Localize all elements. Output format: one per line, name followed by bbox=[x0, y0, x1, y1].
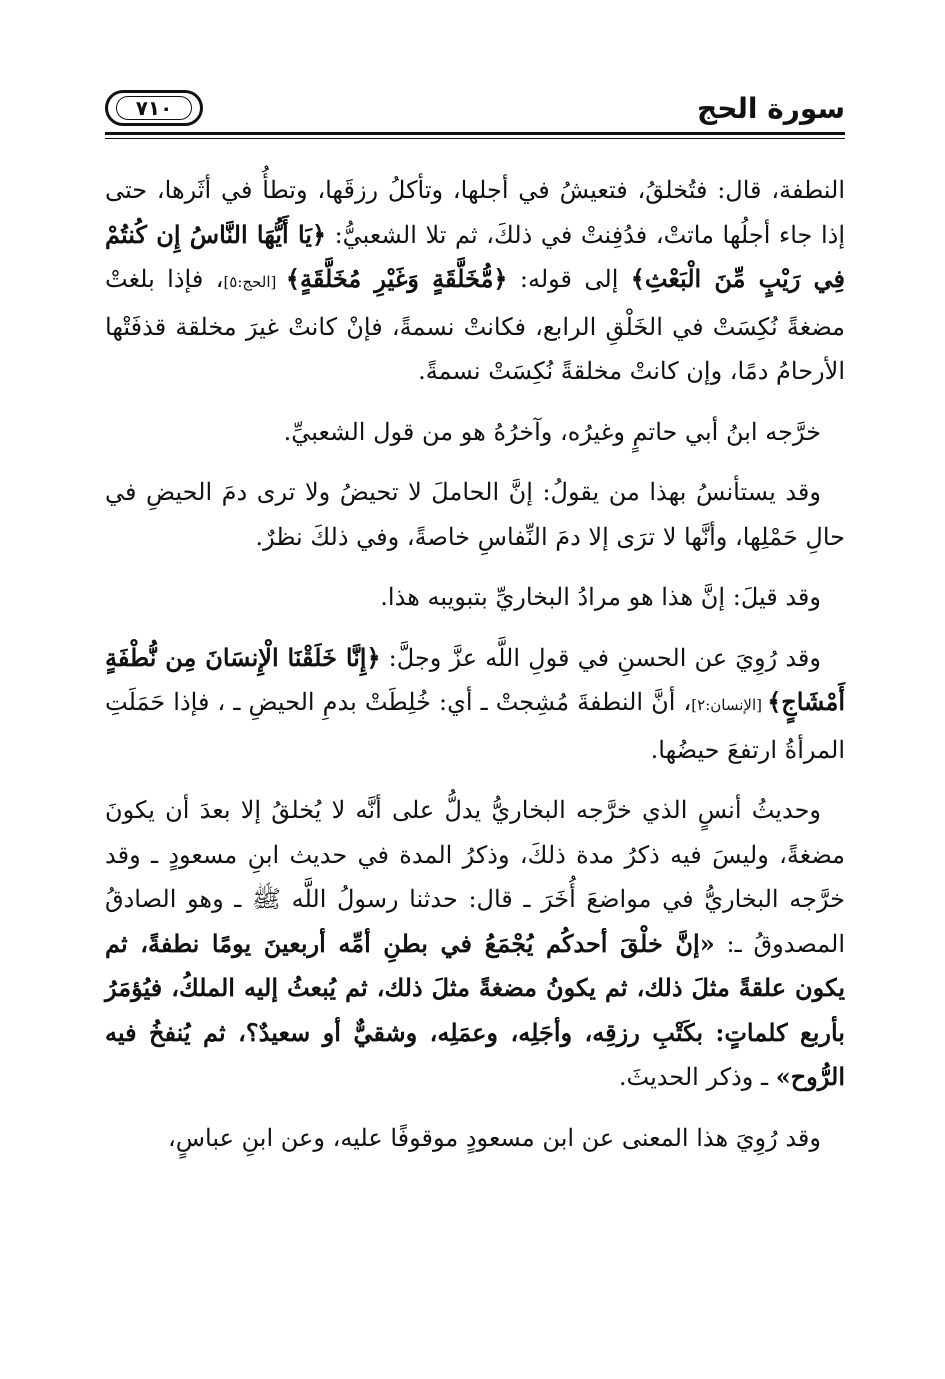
text-run: النطفة، قال: فتُخلقُ، فتعيشُ في أجلها، وتأكلُ رزقَها، وتطأُ في أثَرها، حتى إذا جاء أجلُها ماتتْ، فدُفِنتْ في ذلكَ، ثم تلا الشعبيُّ: bbox=[105, 176, 845, 249]
paragraph bbox=[105, 168, 845, 394]
page-number: ٧١٠ bbox=[116, 96, 192, 120]
paragraph bbox=[105, 1116, 845, 1161]
text-run: ـ وذكر الحديثَ. bbox=[618, 1063, 776, 1091]
paragraph bbox=[105, 470, 845, 559]
page-header bbox=[105, 80, 845, 144]
text-run: إلى قوله: bbox=[507, 265, 631, 293]
text-run: وقد رُوِيَ عن الحسنِ في قولِ اللَّه عزَّ وجلَّ: bbox=[380, 643, 821, 672]
quran-verse: ﴿إِنَّا خَلَقْنَا الْإِنسَانَ مِن نُّطْفَةٍ أَمْشَاجٍ﴾ bbox=[105, 642, 845, 716]
paragraph bbox=[105, 788, 845, 1100]
quran-verse: ﴿يَا أَيُّهَا النَّاسُ إِن كُنتُمْ فِي رَيْبٍ مِّنَ الْبَعْثِ﴾ bbox=[105, 219, 846, 293]
text-run: ، فإذا بلغتْ مضغةً نُكِسَتْ في الخَلْقِ الرابع، فكانتْ نسمةً، فإنْ كانتْ غيرَ مخلقة قذفَتْها الأرحامُ دمًا، وإن كانتْ مخلقةً نُكِسَتْ نسمةً. bbox=[105, 265, 845, 385]
paragraph bbox=[105, 575, 845, 620]
header-rule bbox=[105, 132, 845, 135]
verse-reference: [الإنسان:٢] bbox=[691, 696, 768, 714]
verse-reference: [الحج:٥] bbox=[223, 273, 286, 291]
quran-verse: ﴿مُّخَلَّقَةٍ وَغَيْرِ مُخَلَّقَةٍ﴾ bbox=[285, 264, 508, 293]
body-text bbox=[105, 168, 845, 1176]
text-run: وقد قيلَ: إنَّ هذا هو مرادُ البخاريِّ بتبويبه هذا. bbox=[380, 583, 821, 611]
text-run: وحديثُ أنسٍ الذي خرَّجه البخاريُّ يدلُّ على أنَّه لا يُخلقُ إلا بعدَ أن يكونَ مضغةً، وليسَ فيه ذكرُ مدة ذلكَ، وذكرُ المدة في حديث ابنِ مسعودٍ ـ وقد خرَّجه البخاريُّ في مواضعَ أُخَرَ ـ قال: حدثنا رسولُ اللَّه ﷺ ـ وهو الصادقُ المصدوقُ ـ: bbox=[105, 796, 845, 958]
text-run: ، أنَّ النطفةَ مُشِجتْ ـ أي: خُلِطَتْ بدمِ الحيضِ ـ ، فإذا حَمَلَتِ المرأةُ ارتفعَ حيضُها. bbox=[105, 688, 845, 764]
text-run: وقد رُوِيَ هذا المعنى عن ابن مسعودٍ موقوفًا عليه، وعن ابنِ عباسٍ، bbox=[167, 1123, 821, 1152]
paragraph bbox=[105, 636, 845, 773]
hadith-text: «إنَّ خلْقَ أحدكُم يُجْمَعُ في بطنِ أمِّه أربعينَ يومًا نطفةً، ثم يكون علقةً مثلَ ذلك، ثم يكونُ مضغةً مثلَ ذلك، ثم يُبعثُ إليه الملكُ، فيُؤمَرُ بأربع كلماتٍ: بكَتْبِ رزقِه، وأجَلِه، وعمَلِه، وشقيٌّ أو سعيدٌ؟، ثم يُنفخُ فيه الرُّوح» bbox=[105, 928, 846, 1091]
text-run: وقد يستأنسُ بهذا من يقولُ: إنَّ الحاملَ لا تحيضُ ولا ترى دمَ الحيضِ في حالِ حَمْلِها، وأنَّها لا ترَى إلا دمَ النِّفاسِ خاصةً، وفي ذلكَ نظرٌ. bbox=[105, 478, 845, 551]
header-rule-thin bbox=[105, 138, 845, 139]
surah-title: سورة الحج bbox=[697, 92, 845, 125]
paragraph bbox=[105, 410, 845, 455]
text-run: خرَّجه ابنُ أبي حاتمٍ وغيرُه، وآخرُهُ هو من قول الشعبيِّ. bbox=[283, 417, 821, 446]
page-number-badge bbox=[105, 90, 203, 126]
